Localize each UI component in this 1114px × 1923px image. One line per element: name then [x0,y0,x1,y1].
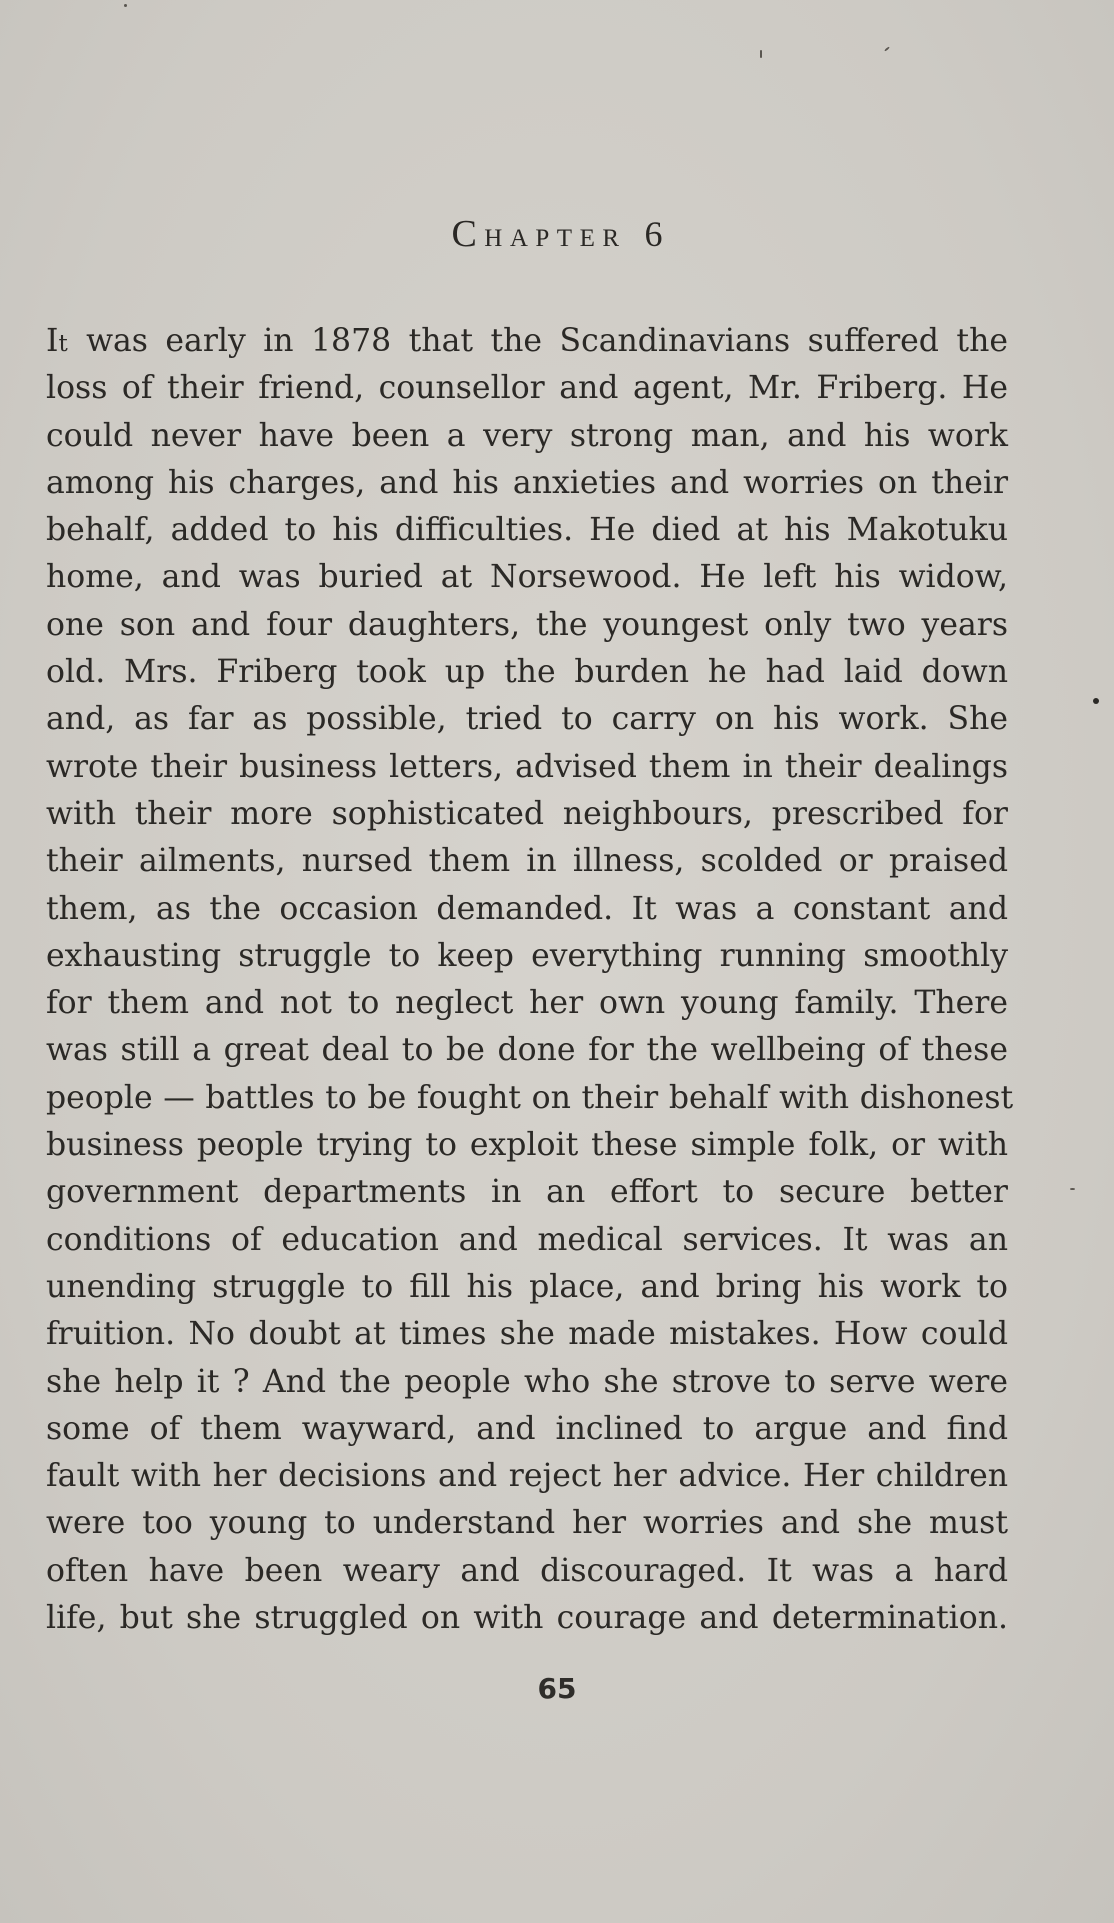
lead-initial: I [46,323,59,359]
text-line: exhausting struggle to keep everything running smoothly [46,937,1008,974]
text-line: and, as far as possible, tried to carry on his work. She [46,701,1008,738]
chapter-heading-word: HAPTER [484,225,627,252]
text-line: among his charges, and his anxieties and worries on their [46,464,1008,501]
text-line: behalf, added to his difficulties. He died at his Makotuku [46,512,1008,549]
chapter-heading [0,212,1114,256]
text-line: often have been weary and discouraged. It was a hard [46,1552,1008,1589]
chapter-body-paragraph [46,318,1014,1642]
text-line: people — battles to be fought on their behalf with dishonest [46,1079,1014,1116]
text-line: fruition. No doubt at times she made mistakes. How could [46,1316,1008,1353]
paper-speck [884,46,890,51]
text-line: was still a great deal to be done for the wellbeing of these [46,1032,1008,1069]
text-line: were too young to understand her worries and she must [46,1505,1008,1542]
text-line: wrote their business letters, advised them in their dealings [46,748,1008,785]
text-line: could never have been a very strong man, and his work [46,417,1008,454]
text-line: business people trying to exploit these simple folk, or with [46,1127,1008,1164]
page-number: 65 [537,1672,577,1705]
text-line: conditions of education and medical services. It was an [46,1221,1008,1258]
text-line: them, as the occasion demanded. It was a constant and [46,890,1008,927]
text-line: loss of their friend, counsellor and agent, Mr. Friberg. He [46,370,1008,407]
paper-speck [1070,1188,1075,1190]
text-line: life, but she struggled on with courage and determination. [46,1600,1008,1637]
text-line: one son and four daughters, the youngest only two years [46,606,1008,643]
text-line: with their more sophisticated neighbours, prescribed for [46,795,1008,832]
paper-speck [1093,698,1099,704]
text-line: home, and was buried at Norsewood. He left his widow, [46,559,1008,596]
lead-small-caps: t [58,331,69,357]
chapter-heading-initial: C [451,213,485,255]
text-line: their ailments, nursed them in illness, scolded or praised [46,843,1008,880]
text-line [46,318,1008,365]
text-line: fault with her decisions and reject her advice. Her children [46,1458,1008,1495]
text-line: old. Mrs. Friberg took up the burden he had laid down [46,654,1008,691]
text-line: unending struggle to fill his place, and bring his work to [46,1268,1008,1305]
text-line-rest: was early in 1878 that the Scandinavians suffered the [68,323,1008,359]
text-line: she help it ? And the people who she strove to serve were [46,1363,1008,1400]
text-line: for them and not to neglect her own young family. There [46,985,1008,1022]
text-line: some of them wayward, and inclined to argue and find [46,1410,1008,1447]
paper-speck [124,4,127,7]
text-line: government departments in an effort to secure better [46,1174,1008,1211]
paper-speck [760,50,762,58]
chapter-number: 6 [644,214,663,254]
